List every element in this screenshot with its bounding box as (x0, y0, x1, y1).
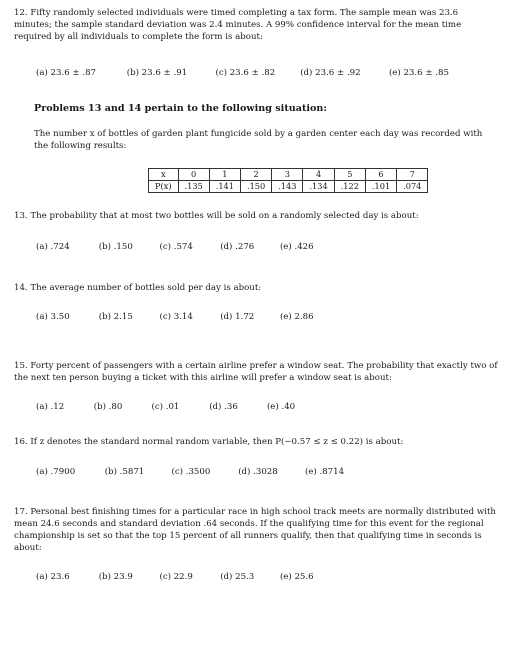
question-14-options (36, 312, 314, 322)
situation-text: The number x of bottles of garden plant fungicide sold by a garden center each day was recorded with the following results: (34, 129, 483, 151)
table-row-x (149, 169, 428, 181)
question-17-text: 17. Personal best finishing times for a particular race in high school track meets are normally distributed with mean 24.6 seconds and standard deviation .64 seconds. If the qualifying time for this event for the regional championship is set so that the top 15 percent of all runners qualify, then that qualifying time in seconds is about: (14, 507, 496, 553)
table-cell: 7 (397, 169, 428, 181)
probability-table (148, 168, 428, 193)
table-cell: .101 (365, 181, 396, 193)
q15-option-a: (a) .12 (36, 402, 65, 412)
question-17-options (36, 572, 314, 582)
q15-option-d: (d) .36 (209, 402, 238, 412)
table-cell: .143 (272, 181, 303, 193)
question-12-options (36, 68, 449, 78)
q16-option-a: (a) .7900 (36, 467, 76, 477)
table-cell: x (149, 169, 179, 181)
q16-option-d: (d) .3028 (238, 467, 278, 477)
q15-option-e: (e) .40 (266, 402, 296, 412)
q15-option-c: (c) .01 (151, 402, 180, 412)
q15-option-b: (b) .80 (93, 402, 123, 412)
q14-option-b: (b) 2.15 (98, 312, 133, 322)
question-16-options (36, 467, 344, 477)
q12-option-e: (e) 23.6 ± .85 (388, 68, 449, 78)
table-cell: 4 (303, 169, 334, 181)
q14-option-c: (c) 3.14 (159, 312, 193, 322)
question-14-text: 14. The average number of bottles sold per day is about: (14, 283, 262, 293)
q12-option-d: (d) 23.6 ± .92 (300, 68, 361, 78)
q12-option-b: (b) 23.6 ± .91 (126, 68, 188, 78)
table-cell: .074 (397, 181, 428, 193)
q14-option-a: (a) 3.50 (36, 312, 70, 322)
q13-option-e: (e) .426 (279, 242, 314, 252)
question-13-text: 13. The probability that at most two bottles will be sold on a randomly selected day is about: (14, 211, 419, 221)
table-cell: .141 (209, 181, 240, 193)
table-cell: .150 (240, 181, 271, 193)
question-15-text: 15. Forty percent of passengers with a certain airline prefer a window seat. The probability that exactly two of the next ten person buying a ticket with this airline will prefer a window seat is about: (14, 361, 498, 383)
q14-option-d: (d) 1.72 (220, 312, 255, 322)
question-15-options (36, 402, 295, 412)
table-cell: .122 (334, 181, 365, 193)
q13-option-a: (a) .724 (36, 242, 70, 252)
table-cell: 2 (240, 169, 271, 181)
question-12-text: 12. Fifty randomly selected individuals were timed completing a tax form. The sample mean was 23.6 minutes; the sample standard deviation was 2.4 minutes. A 99% confidence interval for the mean time required by all individuals to complete the form is about: (14, 8, 462, 42)
question-16-text: 16. If z denotes the standard normal random variable, then P(−0.57 ≤ z ≤ 0.22) is about: (14, 437, 404, 447)
q17-option-b: (b) 23.9 (98, 572, 133, 582)
q16-option-c: (c) .3500 (171, 467, 211, 477)
q13-option-c: (c) .574 (159, 242, 193, 252)
table-row-px (149, 181, 428, 193)
q13-option-d: (d) .276 (220, 242, 255, 252)
table-cell: .135 (178, 181, 209, 193)
section-heading: Problems 13 and 14 pertain to the following situation: (34, 103, 327, 114)
table-cell: 5 (334, 169, 365, 181)
table-cell: .134 (303, 181, 334, 193)
q12-option-c: (c) 23.6 ± .82 (215, 68, 276, 78)
q17-option-c: (c) 22.9 (159, 572, 193, 582)
q14-option-e: (e) 2.86 (279, 312, 314, 322)
q16-option-e: (e) .8714 (304, 467, 345, 477)
q17-option-d: (d) 25.3 (220, 572, 255, 582)
table-cell: 0 (178, 169, 209, 181)
question-13-options (36, 242, 314, 252)
q12-option-a: (a) 23.6 ± .87 (36, 68, 97, 78)
q16-option-b: (b) .5871 (104, 467, 145, 477)
table-cell: 3 (272, 169, 303, 181)
table-cell: P(x) (149, 181, 179, 193)
q13-option-b: (b) .150 (98, 242, 133, 252)
table-cell: 6 (365, 169, 396, 181)
q17-option-e: (e) 25.6 (279, 572, 314, 582)
table-cell: 1 (209, 169, 240, 181)
q17-option-a: (a) 23.6 (36, 572, 70, 582)
